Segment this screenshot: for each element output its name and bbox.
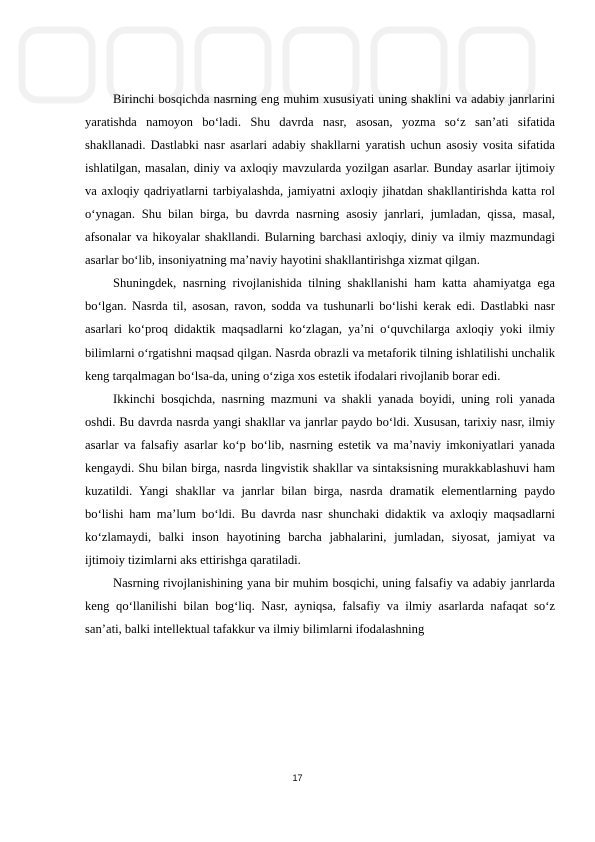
paragraph: Shuningdek, nasrning rivojlanishida tilning shakllanishi ham katta ahamiyatga ega bo‘lgan. Nasrda til, asosan, ravon, sodda va tushunarli bo‘lishi kerak edi. Dastlabki nasr asarlari ko‘proq didaktik maqsadlarni ko‘zlagan, ya’ni o‘quvchilarga axloqiy yoki ilmiy bilimlarni o‘rgatishni maqsad qilgan. Nasrda obrazli va metaforik tilning ishlatilishi unchalik keng tarqalmagan bo‘lsa-da, uning o‘ziga xos estetik ifodalari rivojlanib borar edi. — [85, 276, 555, 383]
paragraph: Nasrning rivojlanishining yana bir muhim bosqichi, uning falsafiy va adabiy janrlarda keng qo‘llanilishi bilan bog‘liq. Nasr, ayniqsa, falsafiy va ilmiy asarlarda nafaqat so‘z san’ati, balki intellektual tafakkur va ilmiy bilimlarni ifodalashning — [85, 575, 555, 637]
page-number: 17 — [292, 773, 303, 783]
body-text — [85, 88, 555, 641]
paragraph: Ikkinchi bosqichda, nasrning mazmuni va shakli yanada boyidi, uning roli yanada oshdi. Bu davrda nasrda yangi shakllar va janrlar paydo bo‘ldi. Xususan, tarixiy nasr, ilmiy asarlar va falsafiy asarlar ko‘p bo‘lib, nasrning estetik va ma’naviy imkoniyatlari yanada kengaydi. Shu bilan birga, nasrda lingvistik shakllar va sintaksisning murakkablashuvi ham kuzatildi. Yangi shakllar va janrlar bilan birga, nasrda dramatik elementlarning paydo bo‘lishi ham ma’lum bo‘ldi. Bu davrda nasr shunchaki didaktik va axloqiy maqsadlarni ko‘zlamaydi, balki inson hayotining barcha jabhalarini, jumladan, siyosat, jamiyat va ijtimoiy tizimlarni aks ettirishga qaratiladi. — [85, 391, 555, 567]
paragraph: Birinchi bosqichda nasrning eng muhim xususiyati uning shaklini va adabiy janrlarini yaratishda namoyon bo‘ladi. Shu davrda nasr, asosan, yozma so‘z san’ati sifatida shakllanadi. Dastlabki nasr asarlari adabiy shakllarni yaratish uchun asosiy vosita sifatida ishlatilgan, masalan, diniy va axloqiy mavzularda yozilgan asarlar. Bunday asarlar ijtimoiy va axloqiy qadriyatlarni tarbiyalashda, jamiyatni axloqiy jihatdan shakllantirishda katta rol o‘ynagan. Shu bilan birga, bu davrda nasrning asosiy janrlari, jumladan, qissa, masal, afsonalar va hikoyalar shakllandi. Bularning barchasi axloqiy, diniy va ilmiy mazmundagi asarlar bo‘lib, insoniyatning ma’naviy hayotini shakllantirishga xizmat qilgan. — [85, 92, 555, 268]
